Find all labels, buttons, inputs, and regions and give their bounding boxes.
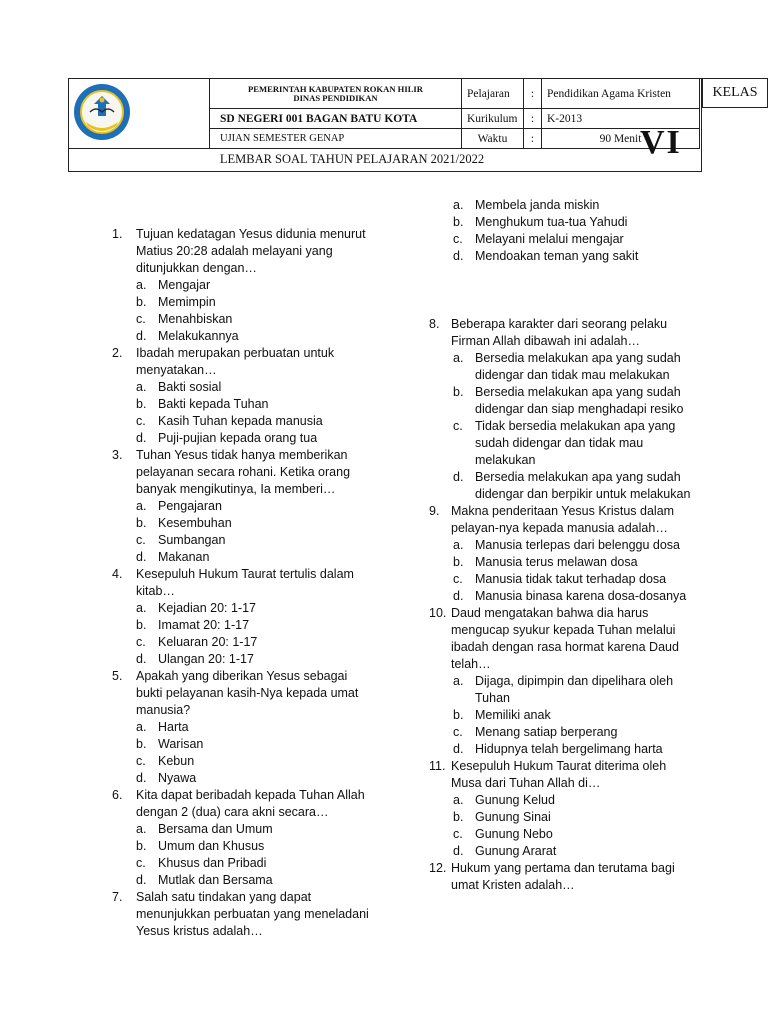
answer-option — [453, 588, 699, 605]
answer-option — [136, 719, 372, 736]
question-number: 8. — [429, 317, 440, 331]
option-text: Ulangan 20: 1-17 — [158, 652, 254, 666]
option-text: Harta — [158, 720, 189, 734]
option-text: Gunung Nebo — [475, 827, 553, 841]
option-text: Melakukannya — [158, 329, 239, 343]
answer-option — [453, 214, 699, 231]
question-number: 10. — [429, 606, 447, 620]
colon: : — [524, 79, 542, 109]
school-table — [209, 78, 462, 149]
answer-option — [136, 651, 372, 668]
option-text: Bersedia melakukan apa yang sudah didengar dan berpikir untuk melakukan — [475, 470, 691, 501]
answer-option — [136, 430, 372, 447]
right-questions — [429, 316, 699, 894]
time-value: 90 Menit — [542, 129, 700, 149]
answer-option — [136, 753, 372, 770]
question-text: Makna penderitaan Yesus Kristus dalam pelayan-nya kepada manusia adalah… — [451, 504, 675, 535]
answer-option — [136, 855, 372, 872]
option-letter: a. — [453, 674, 464, 688]
option-letter: d. — [453, 249, 464, 263]
question-item — [429, 758, 699, 792]
question-number: 7. — [112, 890, 123, 904]
answer-option — [453, 469, 699, 503]
options-list — [112, 821, 372, 889]
option-text: Khusus dan Pribadi — [158, 856, 267, 870]
option-letter: c. — [453, 232, 463, 246]
option-text: Gunung Sinai — [475, 810, 551, 824]
option-text: Bersedia melakukan apa yang sudah didengar dan tidak mau melakukan — [475, 351, 681, 382]
options-list — [112, 379, 372, 447]
option-text: Umum dan Khusus — [158, 839, 265, 853]
answer-option — [136, 770, 372, 787]
option-letter: b. — [136, 737, 147, 751]
options-list — [112, 600, 372, 668]
option-text: Gunung Kelud — [475, 793, 555, 807]
question-item — [112, 668, 372, 719]
option-letter: a. — [136, 720, 147, 734]
answer-option — [453, 724, 699, 741]
option-text: Keluaran 20: 1-17 — [158, 635, 258, 649]
options-list — [112, 498, 372, 566]
answer-option — [136, 872, 372, 889]
question-number: 11. — [429, 759, 446, 773]
option-letter: c. — [453, 725, 463, 739]
option-letter: d. — [136, 771, 147, 785]
option-text: Bersedia melakukan apa yang sudah didengar dan siap menghadapi resiko — [475, 385, 684, 416]
option-letter: d. — [136, 431, 147, 445]
option-text: Manusia terus melawan dosa — [475, 555, 638, 569]
question-number: 4. — [112, 567, 123, 581]
question-text: Beberapa karakter dari seorang pelaku Firman Allah dibawah ini adalah… — [451, 317, 668, 348]
answer-option — [136, 838, 372, 855]
option-text: Gunung Ararat — [475, 844, 557, 858]
option-letter: a. — [453, 538, 464, 552]
government-heading — [210, 79, 462, 109]
option-letter: c. — [453, 419, 463, 433]
answer-option — [453, 809, 699, 826]
option-letter: d. — [136, 550, 147, 564]
option-letter: c. — [453, 572, 463, 586]
option-text: Hidupnya telah bergelimang harta — [475, 742, 663, 756]
option-letter: a. — [453, 198, 464, 212]
option-text: Kebun — [158, 754, 195, 768]
option-text: Makanan — [158, 550, 210, 564]
right-question-column — [429, 197, 699, 894]
question-item — [112, 889, 372, 940]
option-letter: b. — [136, 618, 147, 632]
option-text: Pengajaran — [158, 499, 222, 513]
option-text: Bakti kepada Tuhan — [158, 397, 269, 411]
gov-line1: PEMERINTAH KABUPATEN ROKAN HILIR — [248, 83, 423, 94]
answer-option — [136, 311, 372, 328]
option-letter: b. — [136, 839, 147, 853]
answer-option — [453, 350, 699, 384]
option-text: Mutlak dan Bersama — [158, 873, 273, 887]
option-text: Membela janda miskin — [475, 198, 600, 212]
options-list — [429, 792, 699, 860]
question-text: Kesepuluh Hukum Taurat diterima oleh Musa dari Tuhan Allah di… — [451, 759, 667, 790]
class-value: VI — [640, 124, 682, 161]
question-item — [429, 316, 699, 350]
answer-option — [453, 673, 699, 707]
curriculum-value: K-2013 — [542, 109, 700, 129]
option-letter: b. — [453, 555, 464, 569]
question-number: 5. — [112, 669, 123, 683]
option-letter: b. — [453, 215, 464, 229]
question-item — [429, 605, 699, 673]
option-text: Kasih Tuhan kepada manusia — [158, 414, 323, 428]
answer-option — [136, 532, 372, 549]
question-text: Tuhan Yesus tidak hanya memberikan pelayanan secara rohani. Ketika orang banyak mengikutinya, Ia memberi… — [136, 448, 351, 496]
answer-option — [136, 277, 372, 294]
colon: : — [524, 109, 542, 129]
question-text: Daud mengatakan bahwa dia harus mengucap syukur kepada Tuhan melalui ibadah dengan rasa hormat karena Daud telah… — [451, 606, 679, 671]
option-letter: a. — [136, 278, 147, 292]
option-letter: d. — [453, 589, 464, 603]
option-letter: c. — [136, 312, 146, 326]
option-text: Menghukum tua-tua Yahudi — [475, 215, 628, 229]
option-letter: a. — [136, 499, 147, 513]
options-list — [429, 350, 699, 503]
option-text: Mendoakan teman yang sakit — [475, 249, 639, 263]
answer-option — [453, 248, 699, 265]
option-text: Warisan — [158, 737, 204, 751]
question-text: Ibadah merupakan perbuatan untuk menyatakan… — [136, 346, 335, 377]
answer-option — [136, 328, 372, 345]
option-letter: c. — [136, 754, 146, 768]
question-item — [112, 345, 372, 379]
option-letter: d. — [453, 470, 464, 484]
option-text: Menahbiskan — [158, 312, 233, 326]
colon: : — [524, 129, 542, 149]
option-text: Memimpin — [158, 295, 216, 309]
question-text: Kita dapat beribadah kepada Tuhan Allah dengan 2 (dua) cara akni secara… — [136, 788, 365, 819]
option-letter: a. — [136, 380, 147, 394]
option-text: Bakti sosial — [158, 380, 222, 394]
option-letter: a. — [453, 793, 464, 807]
answer-option — [136, 600, 372, 617]
curriculum-label: Kurikulum — [462, 109, 524, 129]
option-letter: c. — [136, 533, 146, 547]
option-letter: d. — [136, 652, 147, 666]
options-list — [429, 673, 699, 758]
question-item — [112, 566, 372, 600]
answer-option — [136, 294, 372, 311]
question-text: Tujuan kedatagan Yesus didunia menurut Matius 20:28 adalah melayani yang ditunjukkan dengan… — [136, 227, 366, 275]
answer-option — [453, 554, 699, 571]
option-text: Dijaga, dipimpin dan dipelihara oleh Tuhan — [475, 674, 674, 705]
left-question-column — [112, 226, 372, 940]
options-list — [112, 277, 372, 345]
option-text: Manusia binasa karena dosa-dosanya — [475, 589, 687, 603]
answer-option — [453, 741, 699, 758]
answer-option — [453, 792, 699, 809]
option-letter: b. — [453, 385, 464, 399]
subject-label: Pelajaran — [462, 79, 524, 109]
option-letter: d. — [453, 844, 464, 858]
question-text: Apakah yang diberikan Yesus sebagai bukti pelayanan kasih-Nya kepada umat manusia? — [136, 669, 359, 717]
option-text: Kesembuhan — [158, 516, 232, 530]
option-letter: a. — [453, 351, 464, 365]
option-letter: c. — [453, 827, 463, 841]
answer-option — [453, 537, 699, 554]
question-number: 1. — [112, 227, 123, 241]
option-text: Bersama dan Umum — [158, 822, 273, 836]
option-text: Kejadian 20: 1-17 — [158, 601, 256, 615]
exam-name: UJIAN SEMESTER GENAP — [210, 129, 462, 149]
question-text: Kesepuluh Hukum Taurat tertulis dalam kitab… — [136, 567, 354, 598]
answer-option — [453, 384, 699, 418]
answer-option — [136, 634, 372, 651]
gov-line2: DINAS PENDIDIKAN — [293, 92, 378, 103]
option-letter: b. — [136, 397, 147, 411]
answer-option — [136, 379, 372, 396]
question-item — [112, 226, 372, 277]
answer-option — [136, 617, 372, 634]
sheet-title: LEMBAR SOAL TAHUN PELAJARAN 2021/2022 — [68, 148, 636, 170]
question-number: 3. — [112, 448, 123, 462]
answer-option — [136, 413, 372, 430]
question-item — [112, 447, 372, 498]
answer-option — [453, 418, 699, 469]
answer-option — [136, 396, 372, 413]
logo-cell — [68, 78, 140, 146]
question-number: 12. — [429, 861, 447, 875]
question-text: Salah satu tindakan yang dapat menunjukkan perbuatan yang meneladani Yesus kristus adalah… — [136, 890, 369, 938]
options-list — [429, 537, 699, 605]
question-item — [429, 860, 699, 894]
answer-option — [453, 197, 699, 214]
option-letter: c. — [136, 856, 146, 870]
question-item — [429, 503, 699, 537]
answer-option — [453, 843, 699, 860]
answer-option — [136, 736, 372, 753]
tut-wuri-handayani-logo — [72, 82, 132, 142]
option-letter: d. — [136, 873, 147, 887]
option-letter: b. — [453, 810, 464, 824]
option-letter: b. — [136, 295, 147, 309]
question-number: 6. — [112, 788, 123, 802]
option-letter: c. — [136, 414, 146, 428]
option-text: Sumbangan — [158, 533, 226, 547]
answer-option — [136, 498, 372, 515]
q7-options-continued — [429, 197, 699, 265]
option-text: Melayani melalui mengajar — [475, 232, 624, 246]
options-list — [112, 719, 372, 787]
option-text: Menang satiap berperang — [475, 725, 618, 739]
option-text: Nyawa — [158, 771, 197, 785]
option-text: Mengajar — [158, 278, 211, 292]
answer-option — [453, 231, 699, 248]
answer-option — [453, 571, 699, 588]
question-item — [112, 787, 372, 821]
option-letter: d. — [453, 742, 464, 756]
option-text: Manusia terlepas dari belenggu dosa — [475, 538, 680, 552]
option-letter: d. — [136, 329, 147, 343]
answer-option — [136, 549, 372, 566]
school-name: SD NEGERI 001 BAGAN BATU KOTA — [210, 109, 462, 129]
answer-option — [453, 826, 699, 843]
time-label: Waktu — [462, 129, 524, 149]
answer-option — [136, 515, 372, 532]
option-letter: a. — [136, 822, 147, 836]
question-number: 2. — [112, 346, 123, 360]
answer-option — [136, 821, 372, 838]
question-text: Hukum yang pertama dan terutama bagi umat Kristen adalah… — [451, 861, 675, 892]
option-text: Puji-pujian kepada orang tua — [158, 431, 318, 445]
option-text: Memiliki anak — [475, 708, 551, 722]
answer-option — [453, 707, 699, 724]
question-number: 9. — [429, 504, 440, 518]
option-letter: c. — [136, 635, 146, 649]
option-letter: b. — [136, 516, 147, 530]
option-text: Tidak bersedia melakukan apa yang sudah didengar dan tidak mau melakukan — [475, 419, 676, 467]
option-text: Imamat 20: 1-17 — [158, 618, 250, 632]
option-letter: b. — [453, 708, 464, 722]
subject-value: Pendidikan Agama Kristen — [542, 79, 700, 109]
option-text: Manusia tidak takut terhadap dosa — [475, 572, 667, 586]
class-label: KELAS — [702, 78, 768, 108]
option-letter: a. — [136, 601, 147, 615]
